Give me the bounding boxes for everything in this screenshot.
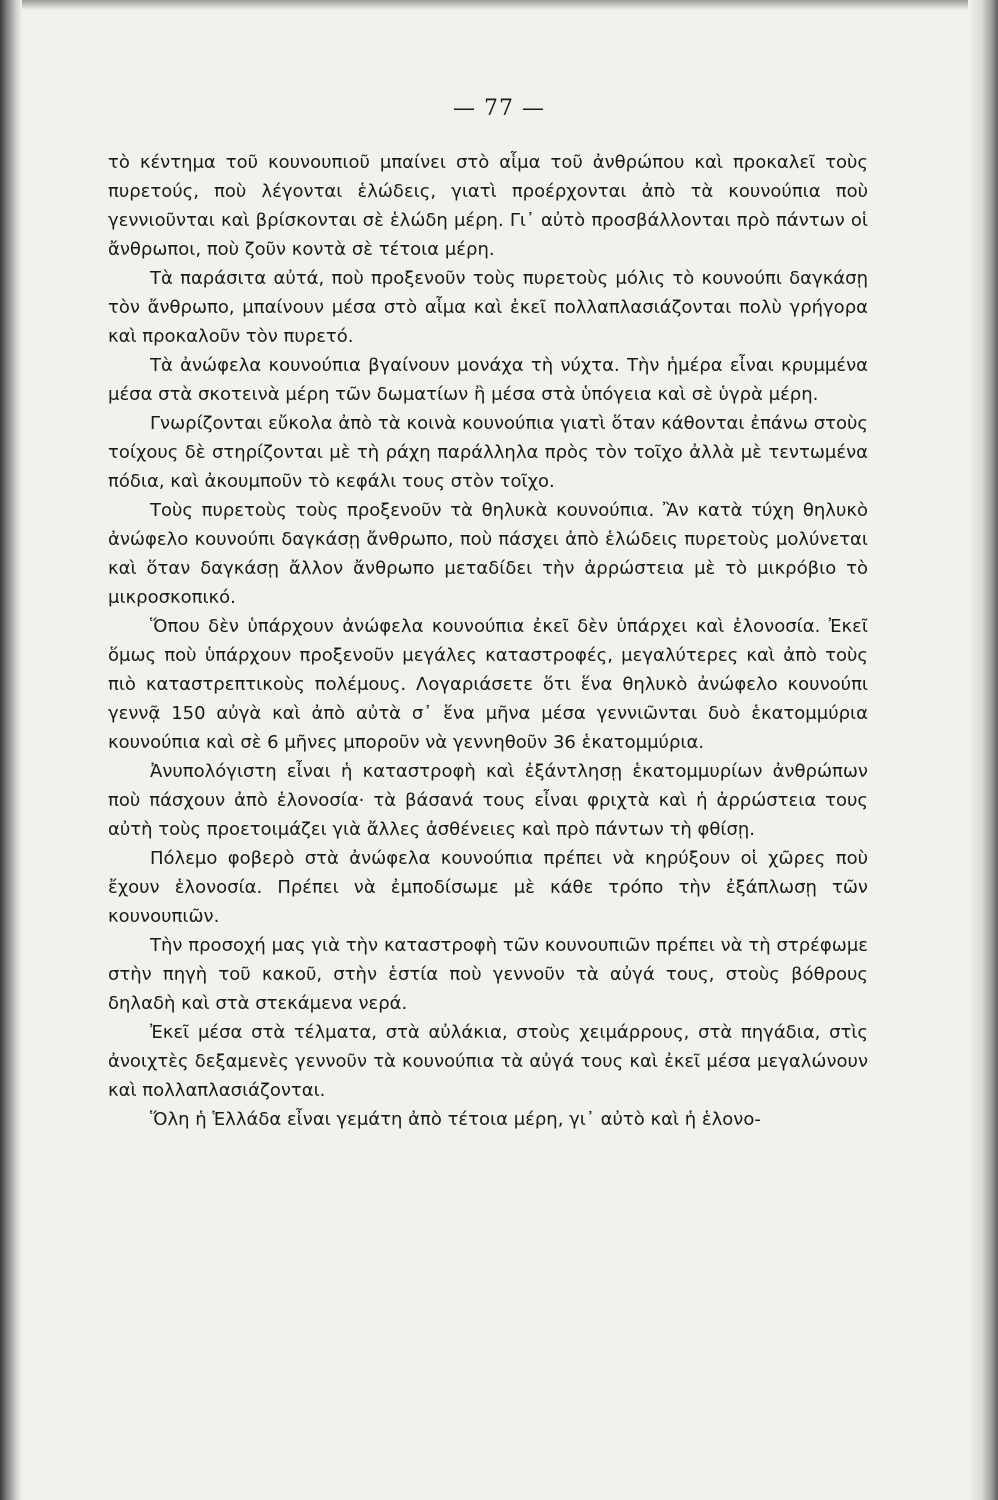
page-left-binding-shadow <box>0 0 22 1500</box>
page-number: — 77 — <box>453 96 545 121</box>
paragraph-2: Τὰ παράσιτα αὐτά, ποὺ προξενοῦν τοὺς πυρετοὺς μόλις τὸ κουνούπι δαγκάσῃ τὸν ἄνθρωπο, μπαίνουν μέσα στὸ αἷμα καὶ ἐκεῖ πολλαπλασιάζονται πολὺ γρήγορα καὶ προκαλοῦν τὸν πυρετό. <box>108 268 868 347</box>
paragraph-9: Τὴν προσοχή μας γιὰ τὴν καταστροφὴ τῶν κουνουπιῶν πρέπει νὰ τὴ στρέφωμε στὴν πηγὴ τοῦ κακοῦ, στὴν ἑστία ποὺ γεννοῦν τὰ αὐγά τους, στοὺς βόθρους δηλαδὴ καὶ στὰ στεκάμενα νερά. <box>108 935 868 1014</box>
body-text <box>108 148 868 1134</box>
paragraph-4: Γνωρίζονται εὔκολα ἀπὸ τὰ κοινὰ κουνούπια γιατὶ ὅταν κάθονται ἐπάνω στοὺς τοίχους δὲ στηρίζονται μὲ τὴ ράχη παράλληλα πρὸς τὸν τοῖχο ἀλλὰ μὲ τεντωμένα πόδια, καὶ ἀκουμποῦν τὸ κεφάλι τους στὸν τοῖχο. <box>108 413 868 492</box>
paragraph-1: τὸ κέντημα τοῦ κουνουπιοῦ μπαίνει στὸ αἷμα τοῦ ἀνθρώπου καὶ προκαλεῖ τοὺς πυρετούς, ποὺ λέγονται ἑλώδεις, γιατὶ προέρχονται ἀπὸ τὰ κουνούπια ποὺ γεννιοῦνται καὶ βρίσκονται σὲ ἑλώδη μέρη. Γι᾽ αὐτὸ προσβάλλονται πρὸ πάντων οἱ ἄνθρωποι, ποὺ ζοῦν κοντὰ σὲ τέτοια μέρη. <box>108 152 868 260</box>
paragraph-10: Ἐκεῖ μέσα στὰ τέλματα, στὰ αὐλάκια, στοὺς χειμάρρους, στὰ πηγάδια, στὶς ἀνοιχτὲς δεξαμενὲς γεννοῦν τὰ κουνούπια τὰ αὐγά τους καὶ ἐκεῖ μέσα μεγαλώνουν καὶ πολλαπλασιάζονται. <box>108 1022 868 1101</box>
page-top-shadow <box>0 0 998 10</box>
paragraph-6: Ὅπου δὲν ὑπάρχουν ἀνώφελα κουνούπια ἐκεῖ δὲν ὑπάρχει καὶ ἑλονοσία. Ἐκεῖ ὅμως ποὺ ὑπάρχουν προξενοῦν μεγάλες καταστροφές, μεγαλύτερες καὶ ἀπὸ τοὺς πιὸ καταστρεπτικοὺς πολέμους. Λογαριάσετε ὅτι ἕνα θηλυκὸ ἀνώφελο κουνούπι γεννᾷ 150 αὐγὰ καὶ ἀπὸ αὐτὰ σ᾽ ἕνα μῆνα μέσα γεννιῶνται δυὸ ἑκατομμύρια κουνούπια καὶ σὲ 6 μῆνες μποροῦν νὰ γεννηθοῦν 36 ἑκατομμύρια. <box>108 616 868 753</box>
paragraph-7: Ἀνυπολόγιστη εἶναι ἡ καταστροφὴ καὶ ἐξάντλησῃ ἑκατομμυρίων ἀνθρώπων ποὺ πάσχουν ἀπὸ ἑλονοσία· τὰ βάσανά τους εἶναι φριχτὰ καὶ ἡ ἀρρώστεια τους αὐτὴ τοὺς προετοιμάζει γιὰ ἄλλες ἀσθένειες καὶ πρὸ πάντων τὴ φθίσῃ. <box>108 761 868 840</box>
paragraph-3: Τὰ ἀνώφελα κουνούπια βγαίνουν μονάχα τὴ νύχτα. Τὴν ἡμέρα εἶναι κρυμμένα μέσα στὰ σκοτεινὰ μέρη τῶν δωματίων ἢ μέσα στὰ ὑπόγεια καὶ σὲ ὑγρὰ μέρη. <box>108 355 868 405</box>
page-right-edge-shadow <box>968 0 998 1500</box>
paragraph-11: Ὅλη ἡ Ἑλλάδα εἶναι γεμάτη ἀπὸ τέτοια μέρη, γι᾽ αὐτὸ καὶ ἡ ἑλονο- <box>150 1109 761 1130</box>
paragraph-5: Τοὺς πυρετοὺς τοὺς προξενοῦν τὰ θηλυκὰ κουνούπια. Ἂν κατὰ τύχη θηλυκὸ ἀνώφελο κουνούπι δαγκάσῃ ἄνθρωπο, ποὺ πάσχει ἀπὸ ἑλώδεις πυρετοὺς μολύνεται καὶ ὅταν δαγκάσῃ ἄλλον ἄνθρωπο μεταδίδει τὴν ἀρρώστεια μὲ τὸ μικρόβιο τὸ μικροσκοπικό. <box>108 500 868 608</box>
paragraph-8: Πόλεμο φοβερὸ στὰ ἀνώφελα κουνούπια πρέπει νὰ κηρύξουν οἱ χῶρες ποὺ ἔχουν ἑλονοσία. Πρέπει νὰ ἐμποδίσωμε μὲ κάθε τρόπο τὴν ἐξάπλωσῃ τῶν κουνουπιῶν. <box>108 848 868 927</box>
